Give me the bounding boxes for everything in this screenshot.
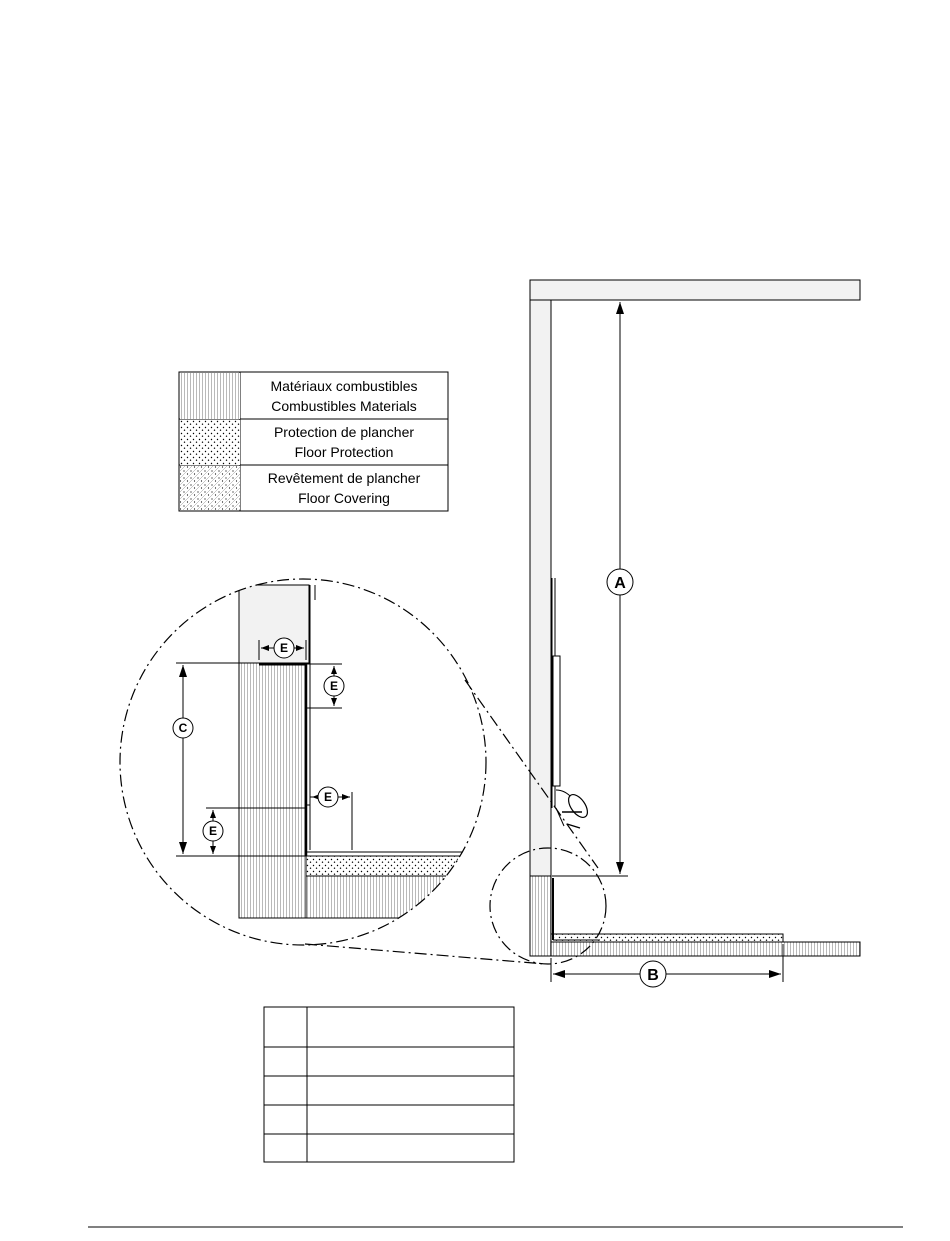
swatch-floor-protection bbox=[180, 420, 240, 465]
wall-lower-combustible bbox=[530, 876, 551, 956]
floor-protection-strip bbox=[551, 934, 783, 942]
legend-floor-protection-fr: Protection de plancher bbox=[273, 424, 415, 440]
clearance-table-frame bbox=[264, 1007, 514, 1162]
wall-upper bbox=[530, 300, 551, 876]
clearance-table bbox=[264, 1007, 514, 1162]
stove-profile bbox=[552, 578, 591, 828]
legend-combustible-en: Combustibles Materials bbox=[271, 398, 417, 414]
dimension-e-left-label: E bbox=[208, 824, 218, 838]
dimension-a-label: A bbox=[614, 575, 626, 592]
legend-combustible-fr: Matériaux combustibles bbox=[270, 378, 418, 394]
ceiling bbox=[530, 280, 860, 300]
detail-leader-bottom bbox=[305, 944, 545, 964]
dimension-a bbox=[552, 302, 633, 876]
dimension-c-label: C bbox=[178, 721, 188, 735]
dimension-e-lower bbox=[310, 787, 352, 850]
magnified-detail bbox=[120, 579, 506, 945]
legend bbox=[179, 372, 448, 511]
dimension-e-top-label: E bbox=[279, 641, 289, 655]
main-elevation bbox=[490, 280, 860, 987]
detail-floor-protection bbox=[306, 856, 506, 876]
floor-combustible bbox=[551, 942, 860, 956]
legend-floor-covering-en: Floor Covering bbox=[298, 490, 390, 506]
legend-floor-protection-en: Floor Protection bbox=[294, 444, 394, 460]
swatch-floor-covering bbox=[180, 466, 240, 510]
dimension-e-upper bbox=[306, 664, 344, 708]
detail-wall-combustible bbox=[239, 663, 306, 918]
detail-floor-combustible bbox=[306, 876, 506, 918]
swatch-combustible-materials bbox=[180, 373, 240, 419]
legend-floor-covering-fr: Revêtement de plancher bbox=[267, 470, 421, 486]
dimension-b-label: B bbox=[647, 967, 659, 984]
dimension-e-lower-label: E bbox=[323, 790, 333, 804]
dimension-e-upper-label: E bbox=[329, 679, 339, 693]
